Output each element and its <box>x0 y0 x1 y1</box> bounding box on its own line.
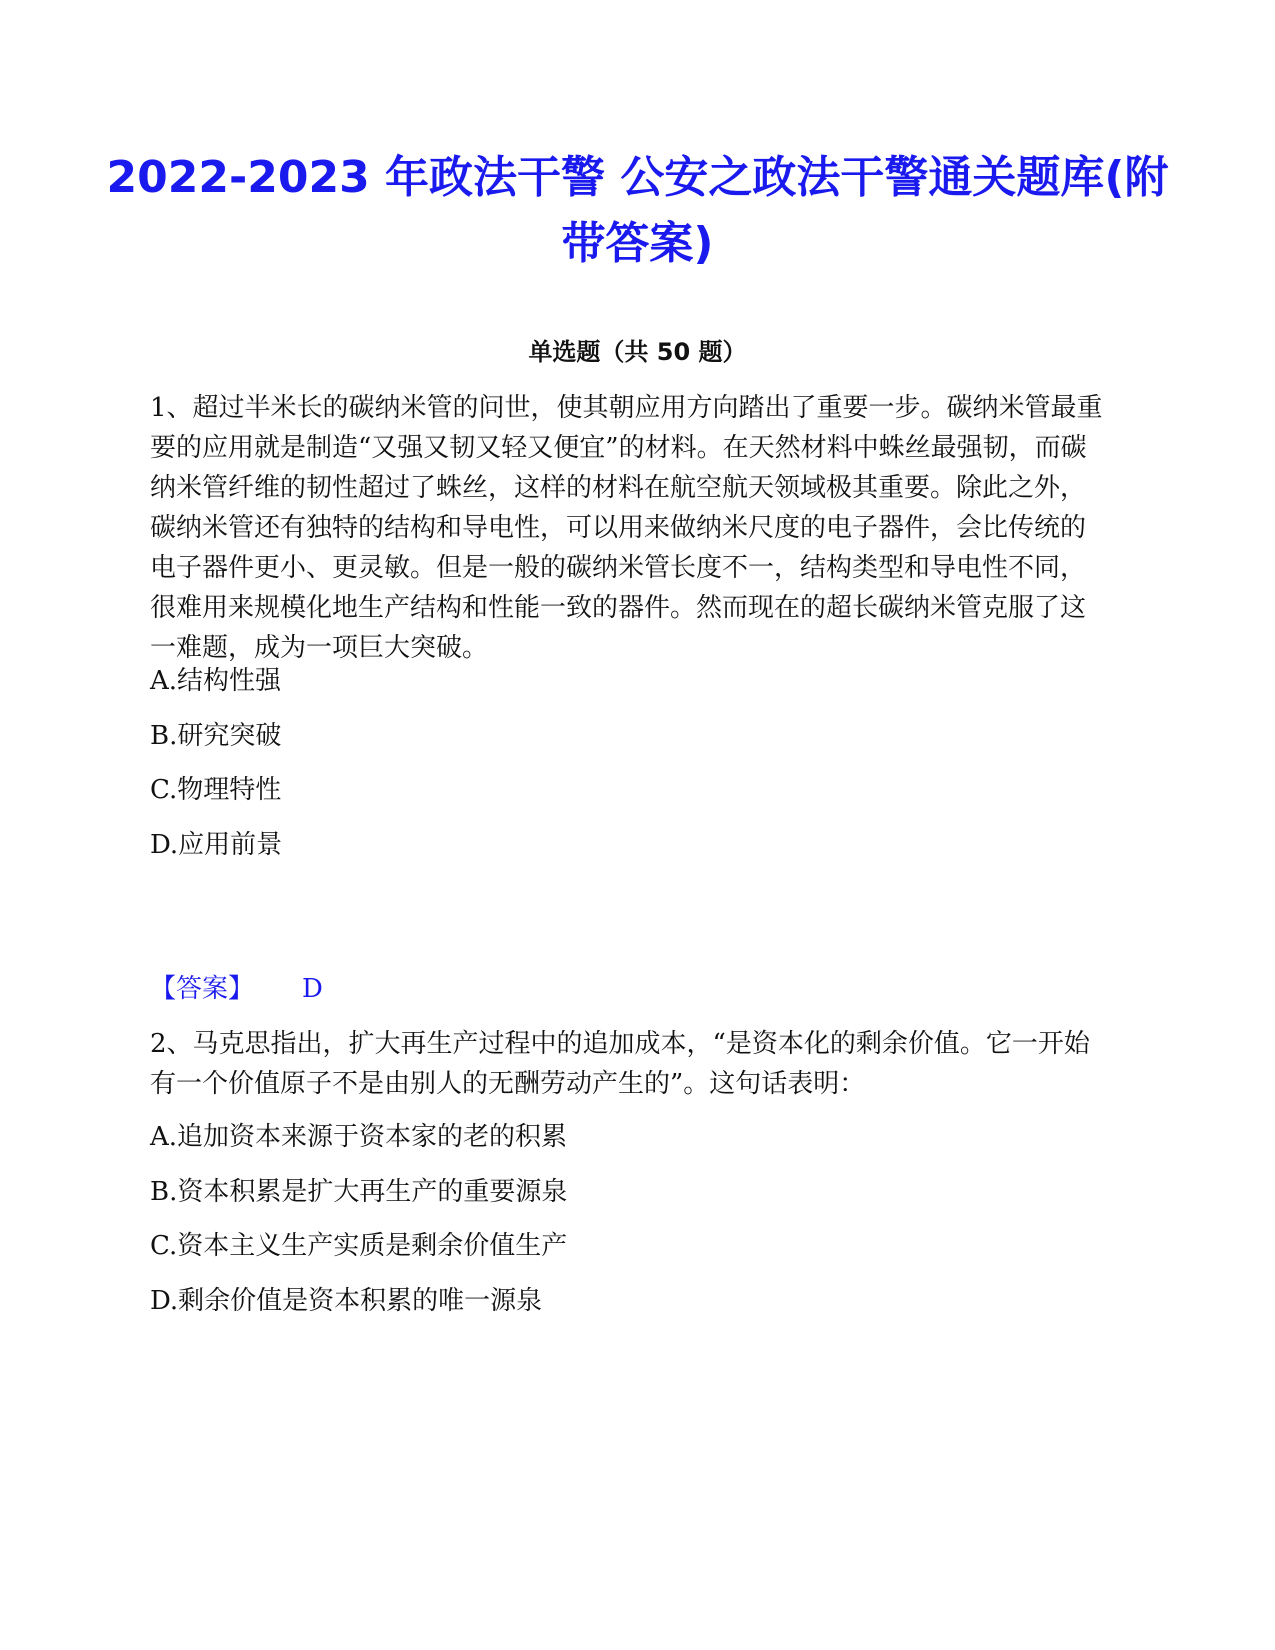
question-1-answer <box>150 972 323 1006</box>
question-2-option-b: B.资本积累是扩大再生产的重要源泉 <box>150 1177 568 1207</box>
question-1-option-d: D.应用前景 <box>150 830 283 860</box>
question-2-option-c: C.资本主义生产实质是剩余价值生产 <box>150 1231 568 1261</box>
section-heading: 单选题（共 50 题） <box>528 338 747 366</box>
question-1-stem: 1、超过半米长的碳纳米管的问世，使其朝应用方向踏出了重要一步。碳纳米管最重要的应用就是制造“又强又韧又轻又便宜”的材料。在天然材料中蛛丝最强韧，而碳纳米管纤维的韧性超过了蛛丝，这样的材料在航空航天领域极其重要。除此之外，碳纳米管还有独特的结构和导电性，可以用来做纳米尺度的电子器件，会比传统的电子器件更小、更灵敏。但是一般的碳纳米管长度不一，结构类型和导电性不同，很难用来规模化地生产结构和性能一致的器件。然而现在的超长碳纳米管克服了这一难题，成为一项巨大突破。 <box>150 393 1103 663</box>
answer-label: 【答案】 <box>150 974 255 1004</box>
question-1-option-c: C.物理特性 <box>150 775 282 805</box>
question-2-option-a: A.追加资本来源于资本家的老的积累 <box>150 1122 568 1152</box>
question-2-option-d: D.剩余价值是资本积累的唯一源泉 <box>150 1286 543 1316</box>
answer-value: D <box>302 974 323 1004</box>
question-2-stem: 2、马克思指出，扩大再生产过程中的追加成本，“是资本化的剩余价值。它一开始有一个价值原子不是由别人的无酬劳动产生的”。这句话表明： <box>150 1029 1090 1099</box>
question-1-option-a: A.结构性强 <box>150 666 282 696</box>
question-1-option-b: B.研究突破 <box>150 721 282 751</box>
document-title: 2022-2023 年政法干警 公安之政法干警通关题库(附带答案) <box>106 152 1169 269</box>
